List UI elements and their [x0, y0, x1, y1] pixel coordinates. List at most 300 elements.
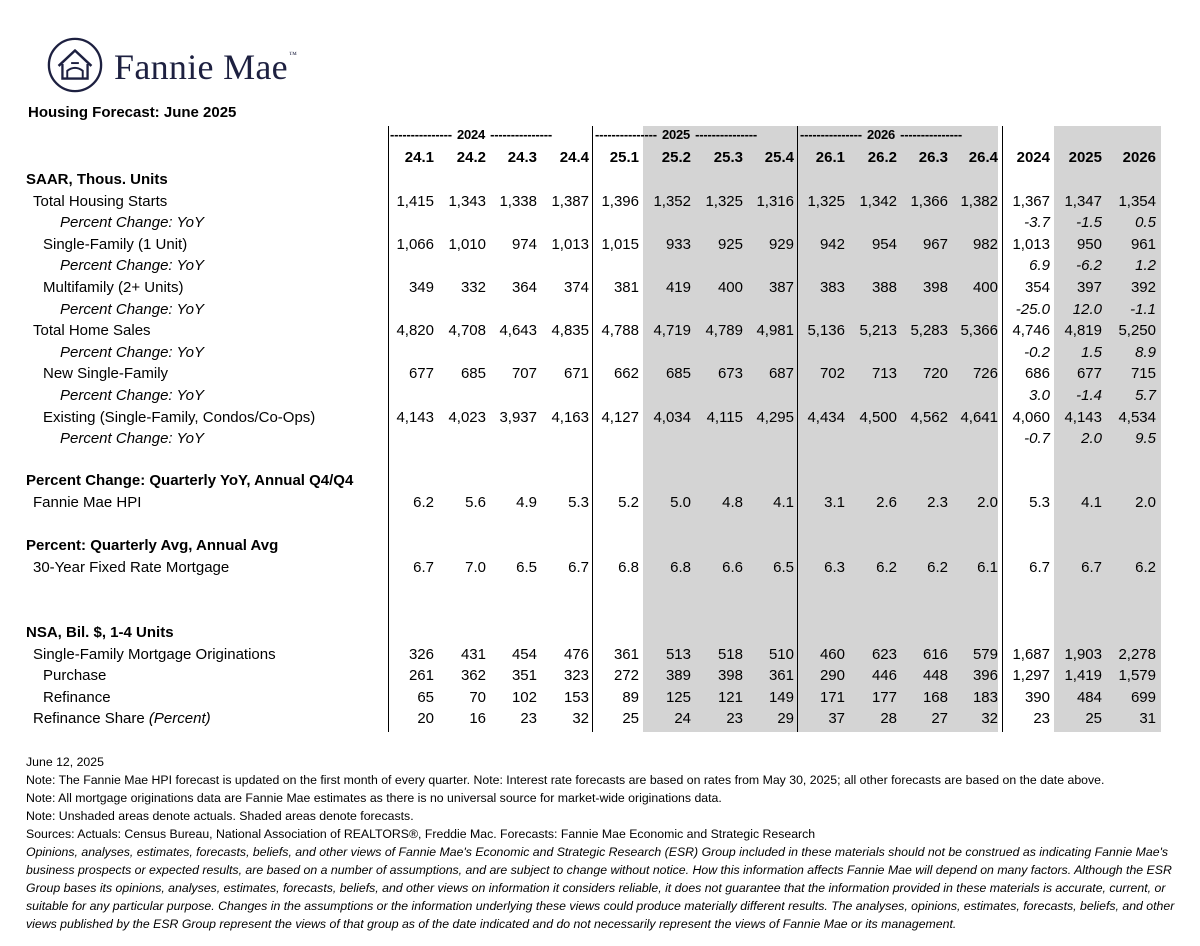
row-label-text: Total Home Sales	[33, 322, 151, 340]
section-heading	[0, 169, 1200, 190]
row-label	[33, 708, 211, 729]
cell-2025: 6.7	[1081, 558, 1102, 576]
cell-24.4: 671	[563, 365, 589, 383]
data-row	[0, 687, 1200, 708]
row-label-text: Existing (Single-Family, Condos/Co-Ops)	[43, 408, 316, 426]
column-header: 24.3	[507, 149, 537, 166]
year-header-2024	[390, 127, 590, 143]
cell-25.2: 24	[674, 710, 691, 728]
cell-25.3: 4,789	[705, 322, 743, 340]
cell-25.3: 1,325	[705, 192, 743, 210]
note-line: Note: All mortgage originations data are Fannie Mae estimates as there is no universal source for market-wide originations data.	[26, 791, 722, 805]
pct-change-row	[0, 212, 1200, 233]
cell-24.3: 974	[511, 235, 537, 253]
cell-24.1: 677	[408, 365, 434, 383]
fannie-mae-logo	[46, 36, 297, 94]
cell-24.3: 23	[520, 710, 537, 728]
row-label-text: 30-Year Fixed Rate Mortgage	[33, 558, 230, 576]
column-separator	[388, 126, 389, 732]
cell-2026: 0.5	[1135, 214, 1156, 232]
cell-2025: 397	[1076, 279, 1102, 296]
section-heading-label: Percent: Quarterly Avg, Annual Avg	[26, 537, 279, 554]
cell-26.2: 388	[871, 279, 897, 296]
cell-25.4: 687	[768, 365, 794, 383]
pct-change-row	[0, 428, 1200, 449]
column-header: 26.2	[867, 149, 897, 166]
cell-2026: 1.2	[1135, 257, 1156, 275]
row-label	[60, 255, 204, 276]
cell-2026: 1,579	[1118, 667, 1156, 685]
cell-2026: 2.0	[1135, 493, 1156, 511]
cell-25.2: 6.8	[670, 558, 691, 576]
column-header: 24.2	[456, 149, 486, 166]
cell-24.4: 374	[563, 279, 589, 296]
data-row	[0, 234, 1200, 255]
logo-wordmark: Fannie Mae™	[114, 47, 298, 87]
row-label-text: Total Housing Starts	[33, 192, 168, 210]
cell-26.1: 37	[828, 710, 845, 728]
cell-2026: 699	[1130, 688, 1156, 706]
column-header: 25.3	[713, 149, 743, 166]
cell-25.3: 4,115	[706, 408, 743, 426]
section-heading-label: SAAR, Thous. Units	[26, 171, 168, 188]
cell-26.1: 290	[819, 667, 845, 685]
cell-2025: 1,419	[1064, 667, 1102, 685]
cell-2025: 1.5	[1081, 343, 1102, 361]
cell-25.1: 1,015	[601, 235, 639, 253]
cell-26.3: 5,283	[910, 322, 948, 340]
cell-25.2: 4,719	[653, 322, 691, 340]
page-title: Housing Forecast: June 2025	[28, 104, 237, 121]
cell-25.4: 4.1	[773, 493, 794, 511]
row-label	[60, 299, 204, 320]
cell-26.3: 168	[922, 688, 948, 706]
cell-24.1: 261	[408, 667, 434, 685]
disclaimer: Opinions, analyses, estimates, forecasts, beliefs, and other views of Fannie Mae's Economic and Strategic Research (ESR) Group included in these materials should not be construed as indicating Fannie Mae's business prospects or expected results, are based on a number of assumptions, and are subject to change without notice. How this information affects Fannie Mae will depend on many factors. Although the ESR Group bases its opinions, analyses, estimates, forecasts, beliefs, and other views on information it considers reliable, it does not guarantee that the information provided in these materials is accurate, current, or suitable for any particular purpose. Changes in the assumptions or the information underlying these views could produce materially different results. The analyses, opinions, estimates, forecasts, beliefs, and other views published by the ESR Group represent the views of that group as of the date indicated and do not necessarily represent the views of Fannie Mae or its management.	[26, 845, 1175, 931]
cell-24.4: 153	[563, 688, 589, 706]
cell-26.2: 28	[880, 710, 897, 728]
year-header-dashes: ---------------	[595, 127, 657, 142]
cell-26.4: 5,366	[960, 322, 998, 340]
cell-24.2: 685	[460, 365, 486, 383]
year-header-dashes: ---------------	[900, 127, 962, 142]
note-line: Note: The Fannie Mae HPI forecast is updated on the first month of every quarter. Note: Interest rate forecasts are based on rates from May 30, 2025; all other forecasts are based on the date above.	[26, 773, 1105, 787]
column-header: 26.4	[968, 149, 998, 166]
cell-2026: 31	[1139, 710, 1156, 728]
cell-2024: 4,746	[1012, 322, 1050, 340]
cell-2024: 1,013	[1012, 235, 1050, 253]
pct-change-row	[0, 342, 1200, 363]
cell-25.1: 4,788	[601, 322, 639, 340]
cell-2024: 1,687	[1012, 645, 1050, 663]
cell-2025: 25	[1085, 710, 1102, 728]
cell-2024: 354	[1024, 279, 1050, 296]
cell-24.2: 16	[469, 710, 486, 728]
cell-24.3: 3,937	[499, 408, 537, 426]
data-row	[0, 320, 1200, 341]
pct-change-row	[0, 385, 1200, 406]
cell-2024: 1,367	[1012, 192, 1050, 210]
cell-24.2: 70	[469, 688, 486, 706]
cell-26.3: 2.3	[927, 493, 948, 511]
cell-26.3: 616	[922, 645, 948, 663]
row-label	[33, 320, 151, 341]
row-label	[43, 363, 168, 384]
cell-26.3: 1,366	[910, 192, 948, 210]
row-label-text: Percent Change: YoY	[60, 214, 204, 232]
cell-24.3: 454	[511, 645, 537, 663]
row-label-text: Refinance	[43, 688, 111, 706]
cell-24.4: 1,387	[551, 192, 589, 210]
row-label	[33, 191, 167, 212]
cell-26.1: 460	[819, 645, 845, 663]
cell-25.4: 29	[777, 710, 794, 728]
row-label-text: Multifamily (2+ Units)	[43, 279, 184, 296]
year-header-dashes: ---------------	[800, 127, 862, 142]
cell-2026: 392	[1130, 279, 1156, 296]
data-row	[0, 407, 1200, 428]
cell-25.4: 361	[768, 667, 794, 685]
cell-2024: -0.2	[1024, 343, 1050, 361]
cell-25.1: 6.8	[618, 558, 639, 576]
cell-24.3: 1,338	[499, 192, 537, 210]
cell-24.1: 20	[417, 710, 434, 728]
cell-2026: 961	[1130, 235, 1156, 253]
row-label	[43, 687, 111, 708]
cell-2024: 6.7	[1029, 558, 1050, 576]
cell-26.4: 2.0	[977, 493, 998, 511]
cell-25.1: 25	[622, 710, 639, 728]
cell-2026: -1.1	[1130, 300, 1156, 318]
row-label-suffix: (Percent)	[148, 710, 211, 728]
row-label-text: Purchase	[43, 667, 107, 685]
cell-26.3: 720	[922, 365, 948, 383]
cell-2024: -3.7	[1024, 214, 1050, 232]
cell-25.4: 149	[768, 688, 794, 706]
cell-26.2: 177	[871, 688, 897, 706]
cell-24.2: 431	[460, 645, 486, 663]
row-label	[60, 385, 204, 406]
cell-24.1: 1,066	[396, 235, 434, 253]
cell-25.4: 4,295	[756, 408, 794, 426]
cell-26.4: 396	[972, 667, 998, 685]
cell-26.4: 6.1	[977, 558, 998, 576]
cell-25.4: 6.5	[773, 558, 794, 576]
cell-25.2: 389	[665, 667, 691, 685]
row-label-text: Single-Family (1 Unit)	[43, 235, 188, 253]
cell-24.1: 4,143	[396, 408, 434, 426]
cell-2025: 1,903	[1064, 645, 1102, 663]
cell-25.2: 419	[665, 279, 691, 296]
cell-26.1: 4,434	[807, 408, 845, 426]
cell-26.4: 32	[981, 710, 998, 728]
row-label	[43, 407, 315, 428]
cell-25.3: 518	[717, 645, 743, 663]
cell-25.2: 1,352	[653, 192, 691, 210]
cell-2026: 715	[1130, 365, 1156, 383]
cell-25.1: 1,396	[601, 192, 639, 210]
cell-25.3: 23	[726, 710, 743, 728]
cell-24.4: 6.7	[568, 558, 589, 576]
row-label	[60, 212, 204, 233]
cell-26.1: 5,136	[807, 322, 845, 340]
cell-2026: 1,354	[1118, 192, 1156, 210]
column-header: 2025	[1068, 149, 1102, 166]
row-label	[60, 428, 204, 449]
cell-26.2: 2.6	[876, 493, 897, 511]
cell-24.1: 349	[408, 279, 434, 296]
row-label	[43, 234, 187, 255]
cell-2024: -25.0	[1015, 300, 1050, 318]
cell-26.3: 6.2	[927, 558, 948, 576]
cell-2025: -1.4	[1076, 387, 1102, 404]
cell-26.1: 6.3	[824, 558, 845, 576]
cell-2025: 12.0	[1072, 300, 1102, 318]
column-separator	[592, 126, 593, 732]
cell-2024: 1,297	[1012, 667, 1050, 685]
column-separator	[1002, 126, 1003, 732]
cell-2025: 4,143	[1064, 408, 1102, 426]
column-header: 2026	[1122, 149, 1156, 166]
column-header: 25.2	[661, 149, 691, 166]
cell-2025: 950	[1076, 235, 1102, 253]
notes-date: June 12, 2025	[26, 755, 104, 769]
cell-25.4: 510	[768, 645, 794, 663]
data-row	[0, 644, 1200, 665]
column-header: 26.3	[918, 149, 948, 166]
cell-25.1: 662	[613, 365, 639, 383]
data-row	[0, 708, 1200, 729]
cell-2026: 5.7	[1135, 387, 1156, 404]
data-row	[0, 665, 1200, 686]
section-heading-label: NSA, Bil. $, 1-4 Units	[26, 624, 174, 641]
row-label-text: Refinance Share	[33, 710, 145, 728]
row-label-text: Percent Change: YoY	[60, 430, 204, 448]
cell-25.3: 121	[717, 688, 743, 706]
cell-25.2: 125	[665, 688, 691, 706]
cell-2026: 2,278	[1118, 645, 1156, 663]
row-label	[33, 492, 141, 513]
column-header-row	[0, 147, 1200, 168]
cell-25.1: 89	[622, 688, 639, 706]
cell-25.1: 5.2	[618, 493, 639, 511]
house-logo-icon	[46, 36, 104, 94]
data-row	[0, 363, 1200, 384]
cell-2024: 4,060	[1012, 408, 1050, 426]
cell-24.1: 1,415	[396, 192, 434, 210]
cell-2025: 4,819	[1064, 322, 1102, 340]
cell-25.2: 4,034	[653, 408, 691, 426]
column-separator	[797, 126, 798, 732]
row-label-text: Percent Change: YoY	[60, 343, 204, 361]
row-label-text: Fannie Mae HPI	[33, 493, 142, 511]
cell-25.1: 381	[613, 279, 639, 296]
cell-24.2: 7.0	[465, 558, 486, 576]
cell-25.4: 929	[768, 235, 794, 253]
cell-26.2: 1,342	[859, 192, 897, 210]
cell-25.2: 513	[665, 645, 691, 663]
row-label-text: Percent Change: YoY	[60, 387, 204, 404]
cell-26.4: 726	[972, 365, 998, 383]
cell-2025: 2.0	[1081, 430, 1102, 448]
cell-2025: -1.5	[1076, 214, 1102, 232]
row-label	[43, 665, 106, 686]
cell-26.2: 5,213	[859, 322, 897, 340]
year-header-2025	[595, 127, 795, 143]
cell-26.2: 954	[871, 235, 897, 253]
cell-2024: 3.0	[1029, 387, 1050, 404]
cell-2026: 5,250	[1118, 322, 1156, 340]
cell-25.2: 685	[665, 365, 691, 383]
section-heading-label: Percent Change: Quarterly YoY, Annual Q4/Q4	[26, 472, 354, 489]
cell-24.1: 6.7	[413, 558, 434, 576]
cell-26.1: 383	[819, 279, 845, 296]
cell-25.1: 361	[613, 645, 639, 663]
cell-24.2: 1,343	[448, 192, 486, 210]
cell-24.4: 4,163	[551, 408, 589, 426]
cell-25.4: 4,981	[756, 322, 794, 340]
cell-2025: 4.1	[1081, 493, 1102, 511]
row-label	[33, 644, 276, 665]
cell-24.2: 4,023	[448, 408, 486, 426]
cell-25.3: 673	[717, 365, 743, 383]
cell-26.3: 398	[922, 279, 948, 296]
cell-24.3: 364	[511, 279, 537, 296]
pct-change-row	[0, 255, 1200, 276]
cell-25.3: 6.6	[722, 558, 743, 576]
cell-2026: 8.9	[1135, 343, 1156, 361]
cell-25.4: 387	[768, 279, 794, 296]
column-header: 2024	[1016, 149, 1050, 166]
year-header-dashes: ---------------	[695, 127, 757, 142]
cell-24.4: 32	[572, 710, 589, 728]
note-line: Note: Unshaded areas denote actuals. Shaded areas denote forecasts.	[26, 809, 414, 823]
cell-26.1: 171	[819, 688, 845, 706]
row-label-text: New Single-Family	[43, 365, 169, 383]
cell-26.3: 4,562	[910, 408, 948, 426]
year-header-2026	[800, 127, 1000, 143]
footnotes	[26, 753, 1176, 933]
cell-2024: 23	[1033, 710, 1050, 728]
cell-26.2: 6.2	[876, 558, 897, 576]
cell-26.1: 3.1	[824, 493, 845, 511]
row-label-text: Percent Change: YoY	[60, 257, 204, 275]
row-label-text: Single-Family Mortgage Originations	[33, 645, 276, 663]
cell-26.4: 400	[972, 279, 998, 296]
pct-change-row	[0, 299, 1200, 320]
cell-26.3: 27	[931, 710, 948, 728]
cell-26.2: 713	[871, 365, 897, 383]
cell-2026: 9.5	[1135, 430, 1156, 448]
year-header-dashes: ---------------	[490, 127, 552, 142]
cell-25.4: 1,316	[756, 192, 794, 210]
cell-24.3: 4.9	[516, 493, 537, 511]
cell-24.3: 351	[511, 667, 537, 685]
cell-24.3: 102	[511, 688, 537, 706]
section-heading	[0, 535, 1200, 556]
cell-24.1: 65	[417, 688, 434, 706]
cell-24.1: 326	[408, 645, 434, 663]
year-header-label: 2026	[866, 127, 896, 142]
cell-26.3: 448	[922, 667, 948, 685]
cell-26.2: 446	[871, 667, 897, 685]
cell-26.4: 4,641	[960, 408, 998, 426]
cell-24.4: 1,013	[551, 235, 589, 253]
cell-26.1: 1,325	[807, 192, 845, 210]
section-heading	[0, 470, 1200, 491]
cell-2026: 6.2	[1135, 558, 1156, 576]
year-header-dashes: ---------------	[390, 127, 452, 142]
data-row	[0, 492, 1200, 513]
cell-2025: -6.2	[1076, 257, 1102, 275]
year-header-label: 2024	[456, 127, 486, 142]
cell-25.1: 272	[613, 667, 639, 685]
data-row	[0, 277, 1200, 298]
row-label-text: Percent Change: YoY	[60, 300, 204, 318]
cell-24.2: 1,010	[448, 235, 486, 253]
column-header: 25.4	[764, 149, 794, 166]
column-header: 24.1	[404, 149, 434, 166]
cell-26.2: 623	[871, 645, 897, 663]
cell-24.3: 6.5	[516, 558, 537, 576]
note-line: Sources: Actuals: Census Bureau, National Association of REALTORS®, Freddie Mac. Forecasts: Fannie Mae Economic and Strategic Research	[26, 827, 816, 841]
cell-2025: 1,347	[1064, 192, 1102, 210]
data-row	[0, 557, 1200, 578]
cell-26.1: 942	[819, 235, 845, 253]
section-heading	[0, 622, 1200, 643]
cell-2024: 5.3	[1029, 493, 1050, 511]
cell-24.4: 5.3	[568, 493, 589, 511]
year-header-label: 2025	[661, 127, 691, 142]
cell-25.3: 4.8	[722, 493, 743, 511]
data-row	[0, 191, 1200, 212]
cell-26.4: 579	[972, 645, 998, 663]
cell-26.2: 4,500	[859, 408, 897, 426]
cell-24.3: 707	[511, 365, 537, 383]
cell-26.1: 702	[819, 365, 845, 383]
cell-2026: 4,534	[1118, 408, 1156, 426]
cell-24.2: 362	[460, 667, 486, 685]
cell-24.2: 332	[460, 279, 486, 296]
cell-25.3: 925	[717, 235, 743, 253]
row-label	[43, 277, 183, 298]
column-header: 24.4	[559, 149, 589, 166]
cell-25.1: 4,127	[601, 408, 639, 426]
cell-26.4: 982	[972, 235, 998, 253]
cell-25.3: 398	[717, 667, 743, 685]
cell-25.2: 933	[665, 235, 691, 253]
cell-2025: 677	[1076, 365, 1102, 383]
cell-2024: 390	[1024, 688, 1050, 706]
cell-26.4: 183	[972, 688, 998, 706]
cell-2024: 686	[1024, 365, 1050, 383]
cell-24.2: 5.6	[465, 493, 486, 511]
cell-26.4: 1,382	[960, 192, 998, 210]
cell-24.4: 323	[563, 667, 589, 685]
cell-24.4: 4,835	[551, 322, 589, 340]
cell-24.1: 6.2	[413, 493, 434, 511]
cell-25.3: 400	[717, 279, 743, 296]
cell-2024: -0.7	[1024, 430, 1050, 448]
cell-24.4: 476	[563, 645, 589, 663]
cell-2024: 6.9	[1029, 257, 1050, 275]
cell-24.1: 4,820	[396, 322, 434, 340]
cell-24.2: 4,708	[448, 322, 486, 340]
row-label	[33, 557, 229, 578]
row-label	[60, 342, 204, 363]
cell-2025: 484	[1076, 688, 1102, 706]
column-header: 25.1	[609, 149, 639, 166]
